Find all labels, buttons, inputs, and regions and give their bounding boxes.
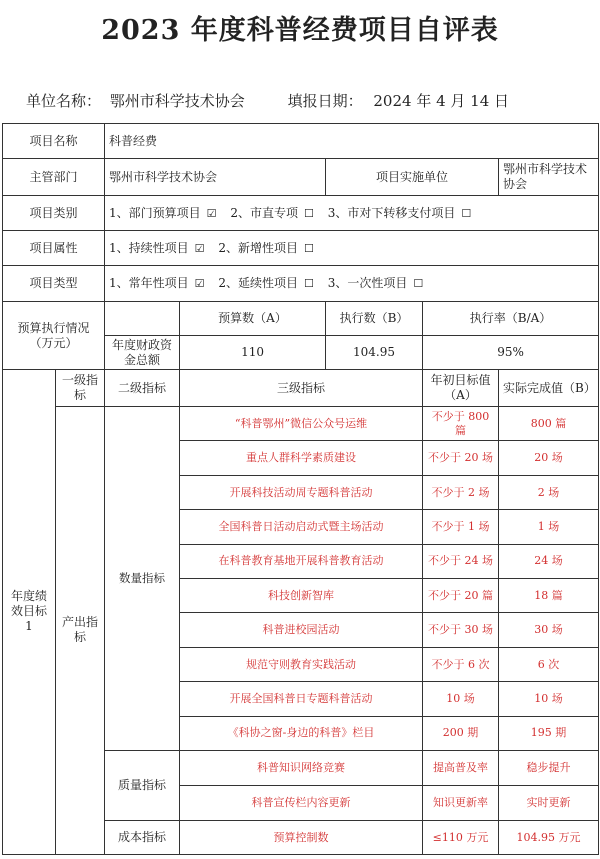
project-name-value: 科普经费 <box>105 124 599 159</box>
indicator-target: 知识更新率 <box>423 785 499 820</box>
unit-name: 鄂州市科学技术协会 <box>109 92 245 110</box>
budget-rate-value: 95% <box>423 336 599 370</box>
indicator-actual: 800 篇 <box>499 407 599 441</box>
budget-b-value: 104.95 <box>326 336 423 370</box>
indicator-target: 不少于 20 场 <box>423 441 499 475</box>
indicator-name: 全国科普日活动启动式暨主场活动 <box>180 510 423 544</box>
indicator-actual: 稳步提升 <box>499 750 599 785</box>
indicator-name: 科普宣传栏内容更新 <box>180 785 423 820</box>
category-options <box>105 196 599 231</box>
attr-options <box>105 231 599 266</box>
row-attr <box>3 231 599 266</box>
category-option-1: 1、部门预算项目 <box>109 205 201 220</box>
indicator-name: 开展科技活动周专题科普活动 <box>180 475 423 509</box>
row-project-name <box>3 124 599 159</box>
indicator-target: 不少于 24 场 <box>423 544 499 578</box>
type-option-3: 3、一次性项目 <box>327 276 408 290</box>
type-options <box>105 266 599 302</box>
indicator-actual: 104.95 万元 <box>499 820 599 854</box>
lvl1-header: 一级指标 <box>56 370 105 407</box>
budget-a-value: 110 <box>180 336 326 370</box>
indicator-name: “科普鄂州”微信公众号运维 <box>180 407 423 441</box>
indicator-name: 《科协之窗-身边的科普》栏目 <box>180 716 423 750</box>
checkbox-checked-icon: ☑ <box>194 277 205 290</box>
indicator-target: 不少于 30 场 <box>423 613 499 647</box>
indicator-actual: 6 次 <box>499 647 599 681</box>
indicator-target: 不少于 1 场 <box>423 510 499 544</box>
indicator-target: 不少于 2 场 <box>423 475 499 509</box>
goal-label: 年度绩效目标 1 <box>3 370 56 855</box>
indicator-name: 科普知识网络竞赛 <box>180 750 423 785</box>
indicator-actual: 10 场 <box>499 682 599 716</box>
row-dept <box>3 159 599 196</box>
checkbox-empty-icon: ☐ <box>413 277 424 290</box>
unit-label: 单位名称： <box>26 92 102 110</box>
indicator-target: 不少于 6 次 <box>423 647 499 681</box>
checkbox-empty-icon: ☐ <box>461 206 472 220</box>
lvl2-label: 成本指标 <box>105 820 180 854</box>
impl-label: 项目实施单位 <box>326 159 499 196</box>
report-meta <box>26 90 596 111</box>
indicator-name: 开展全国科普日专题科普活动 <box>180 682 423 716</box>
budget-row-label: 年度财政资金总额 <box>105 336 180 370</box>
indicator-actual: 实时更新 <box>499 785 599 820</box>
indicator-name: 科技创新智库 <box>180 578 423 612</box>
checkbox-empty-icon: ☐ <box>304 241 314 255</box>
row-budget-header <box>3 302 599 336</box>
row-type <box>3 266 599 302</box>
indicator-actual: 30 场 <box>499 613 599 647</box>
indicator-target: ≤110 万元 <box>423 820 499 854</box>
indicator-name: 预算控制数 <box>180 820 423 854</box>
lvl3-header: 三级指标 <box>180 370 423 407</box>
date-label: 填报日期： <box>287 92 363 110</box>
page-title: 2023 年度科普经费项目自评表 <box>101 15 499 46</box>
actual-header: 实际完成值（B） <box>499 370 599 407</box>
indicator-name: 规范守则教育实践活动 <box>180 647 423 681</box>
type-option-1: 1、常年性项目 <box>109 276 189 290</box>
checkbox-empty-icon: ☐ <box>304 206 314 220</box>
budget-col-a: 预算数（A） <box>180 302 326 336</box>
dept-label: 主管部门 <box>3 159 105 196</box>
row-perf-header <box>3 370 599 407</box>
category-option-2: 2、市直专项 <box>230 205 298 220</box>
target-header: 年初目标值（A） <box>423 370 499 407</box>
evaluation-table <box>2 123 599 855</box>
indicator-target: 不少于 800 篇 <box>423 407 499 441</box>
budget-col-b: 执行数（B） <box>326 302 423 336</box>
attr-label: 项目属性 <box>3 231 105 266</box>
indicator-name: 在科普教育基地开展科普教育活动 <box>180 544 423 578</box>
indicator-target: 10 场 <box>423 682 499 716</box>
indicator-name: 科普进校园活动 <box>180 613 423 647</box>
indicator-actual: 20 场 <box>499 441 599 475</box>
checkbox-empty-icon: ☐ <box>304 277 314 290</box>
budget-label: 预算执行情况（万元） <box>3 302 105 370</box>
checkbox-checked-icon: ☑ <box>206 206 217 220</box>
budget-empty-cell <box>105 302 180 336</box>
lvl2-header: 二级指标 <box>105 370 180 407</box>
budget-col-rate: 执行率（B/A） <box>423 302 599 336</box>
indicator-target: 提高普及率 <box>423 750 499 785</box>
indicator-actual: 195 期 <box>499 716 599 750</box>
attr-option-2: 2、新增性项目 <box>218 240 298 255</box>
indicator-row <box>3 407 599 441</box>
indicator-actual: 18 篇 <box>499 578 599 612</box>
category-option-3: 3、市对下转移支付项目 <box>327 205 456 220</box>
type-label: 项目类型 <box>3 266 105 302</box>
impl-value: 鄂州市科学技术协会 <box>499 159 599 196</box>
attr-option-1: 1、持续性项目 <box>109 240 189 255</box>
lvl2-label: 数量指标 <box>105 407 180 751</box>
indicator-actual: 24 场 <box>499 544 599 578</box>
indicator-actual: 1 场 <box>499 510 599 544</box>
type-option-2: 2、延续性项目 <box>218 276 298 290</box>
indicator-target: 不少于 20 篇 <box>423 578 499 612</box>
dept-value: 鄂州市科学技术协会 <box>105 159 326 196</box>
lvl1-output-label: 产出指标 <box>56 407 105 855</box>
indicator-target: 200 期 <box>423 716 499 750</box>
project-name-label: 项目名称 <box>3 124 105 159</box>
indicator-name: 重点人群科学素质建设 <box>180 441 423 475</box>
report-date: 2024 年 4 月 14 日 <box>373 92 510 110</box>
category-label: 项目类别 <box>3 196 105 231</box>
checkbox-checked-icon: ☑ <box>194 241 205 255</box>
indicator-actual: 2 场 <box>499 475 599 509</box>
row-category <box>3 196 599 231</box>
lvl2-label: 质量指标 <box>105 750 180 820</box>
